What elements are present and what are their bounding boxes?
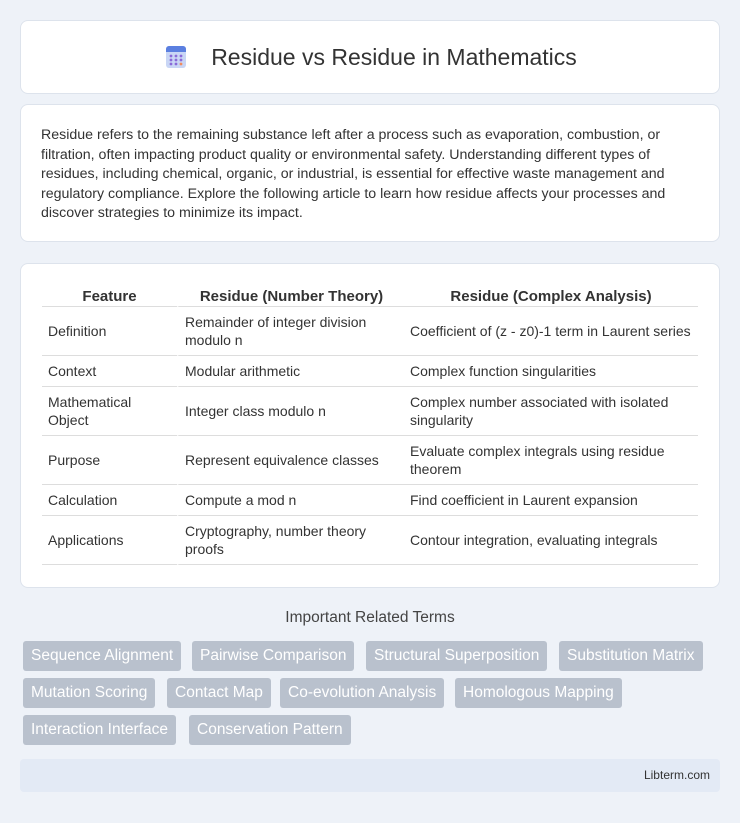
tag-homologous-mapping[interactable]: Homologous Mapping bbox=[455, 678, 622, 708]
column-header-number-theory: Residue (Number Theory) bbox=[177, 284, 404, 307]
table-cell: Remainder of integer division modulo n bbox=[177, 307, 404, 356]
table-cell: Compute a mod n bbox=[177, 485, 404, 516]
footer bbox=[20, 759, 720, 792]
table-cell: Definition bbox=[42, 307, 177, 356]
table-cell: Mathematical Object bbox=[42, 387, 177, 436]
calculator-icon bbox=[163, 44, 189, 70]
header-card bbox=[20, 20, 720, 94]
table-cell: Purpose bbox=[42, 436, 177, 485]
tag-sequence-alignment[interactable]: Sequence Alignment bbox=[23, 641, 181, 671]
table-cell: Modular arithmetic bbox=[177, 356, 404, 387]
table-cell: Contour integration, evaluating integrals bbox=[404, 516, 698, 565]
intro-text: Residue refers to the remaining substance left after a process such as evaporation, combustion, or filtration, often impacting product quality or environmental safety. Understanding different types of residues, including chemical, organic, or industrial, is essential for effective waste management and regulatory compliance. Explore the following article to learn how residue affects your processes and discover strategies to minimize its impact. bbox=[41, 127, 666, 221]
table-cell: Complex function singularities bbox=[404, 356, 698, 387]
tag-pairwise-comparison[interactable]: Pairwise Comparison bbox=[192, 641, 354, 671]
footer-brand[interactable]: Libterm.com bbox=[643, 768, 710, 782]
table-cell: Complex number associated with isolated singularity bbox=[404, 387, 698, 436]
tag-mutation-scoring[interactable]: Mutation Scoring bbox=[23, 678, 155, 708]
column-header-feature: Feature bbox=[42, 284, 177, 307]
tag-structural-superposition[interactable]: Structural Superposition bbox=[366, 641, 547, 671]
table-row bbox=[42, 356, 698, 387]
table-cell: Calculation bbox=[42, 485, 177, 516]
column-header-complex-analysis: Residue (Complex Analysis) bbox=[404, 284, 698, 307]
table-row bbox=[42, 436, 698, 485]
table-cell: Find coefficient in Laurent expansion bbox=[404, 485, 698, 516]
table-cell: Represent equivalence classes bbox=[177, 436, 404, 485]
table-cell: Coefficient of (z - z0)-1 term in Laurent series bbox=[404, 307, 698, 356]
table-header-row bbox=[42, 284, 698, 307]
comparison-table bbox=[42, 284, 698, 565]
intro-card bbox=[20, 104, 720, 242]
table-cell: Integer class modulo n bbox=[177, 387, 404, 436]
related-terms-title: Important Related Terms bbox=[285, 609, 455, 626]
tag-co-evolution-analysis[interactable]: Co-evolution Analysis bbox=[280, 678, 444, 708]
tag-conservation-pattern[interactable]: Conservation Pattern bbox=[189, 715, 351, 745]
table-cell: Evaluate complex integrals using residue theorem bbox=[404, 436, 698, 485]
page-title: Residue vs Residue in Mathematics bbox=[211, 43, 577, 70]
table-row bbox=[42, 516, 698, 565]
table-cell: Applications bbox=[42, 516, 177, 565]
tag-substitution-matrix[interactable]: Substitution Matrix bbox=[559, 641, 703, 671]
table-row bbox=[42, 307, 698, 356]
table-cell: Cryptography, number theory proofs bbox=[177, 516, 404, 565]
tag-interaction-interface[interactable]: Interaction Interface bbox=[23, 715, 176, 745]
tag-contact-map[interactable]: Contact Map bbox=[167, 678, 271, 708]
comparison-table-card bbox=[20, 263, 720, 588]
table-cell: Context bbox=[42, 356, 177, 387]
table-row bbox=[42, 485, 698, 516]
table-row bbox=[42, 387, 698, 436]
